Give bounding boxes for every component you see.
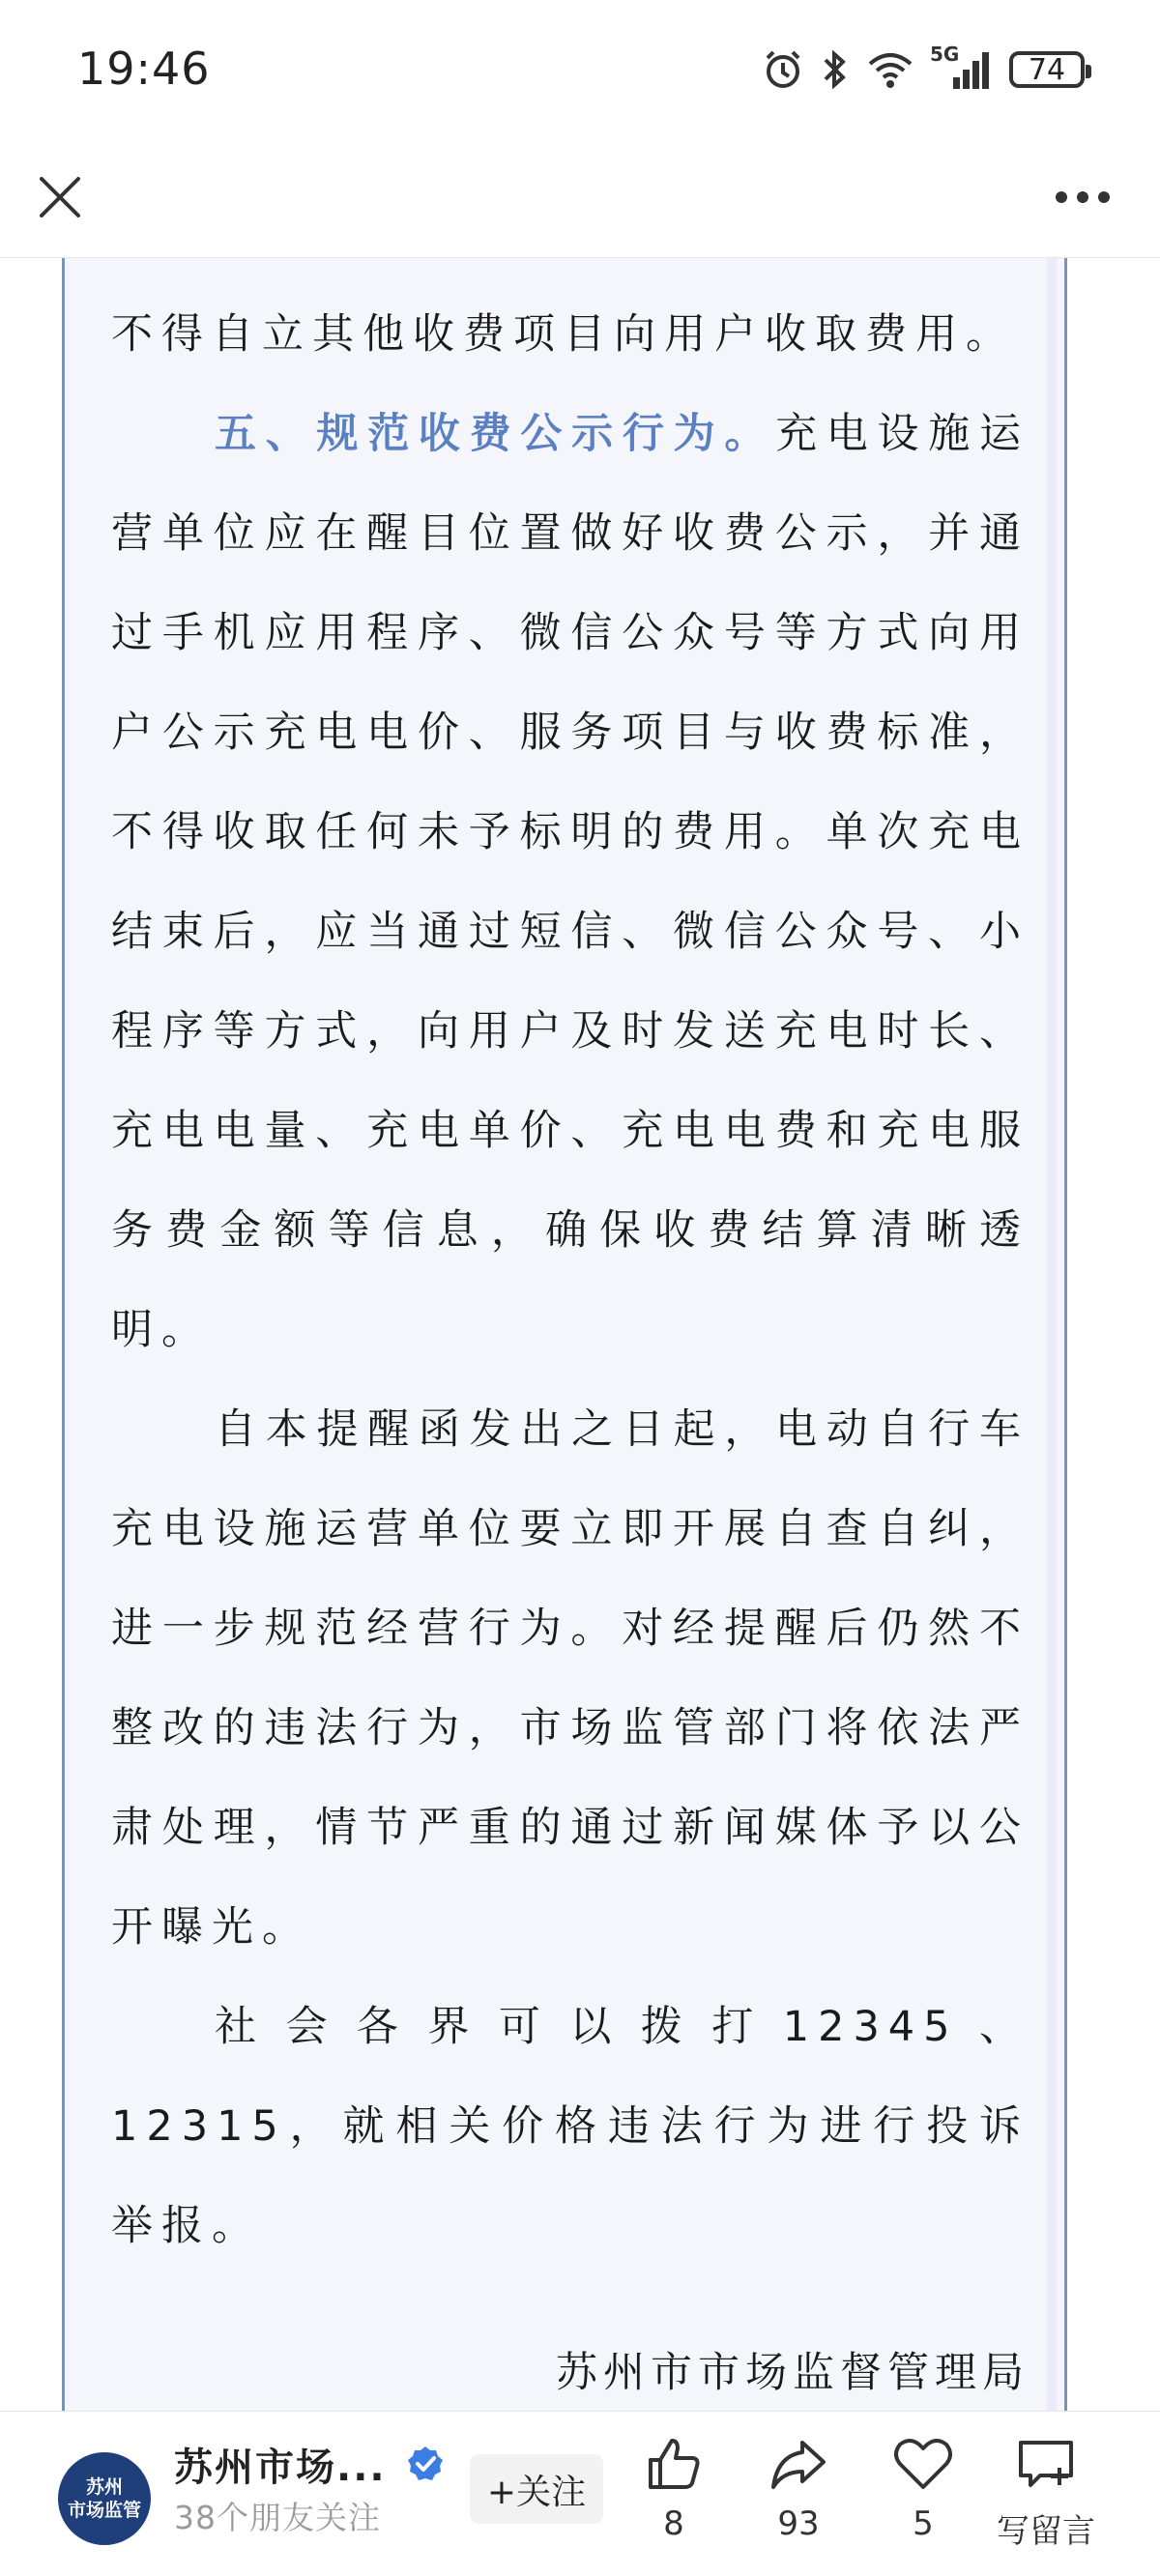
status-time: 19:46 xyxy=(77,43,211,95)
more-icon xyxy=(1054,190,1112,204)
signal-icon xyxy=(930,43,994,91)
signature: 苏州市市场监督管理局 xyxy=(556,2349,1030,2397)
like-count: 8 xyxy=(663,2504,684,2543)
more-button[interactable] xyxy=(1044,166,1121,228)
status-icons xyxy=(762,44,1085,95)
paragraph-hotline: 社会各界可以拨打12345、12315，就相关价格违法行为进行投诉举报。 xyxy=(111,2003,1030,2250)
section-heading: 五、规范收费公示行为。 xyxy=(215,410,776,458)
favorite-count: 5 xyxy=(913,2504,934,2543)
close-icon xyxy=(38,175,82,219)
share-icon xyxy=(768,2433,829,2495)
bluetooth-icon xyxy=(820,48,851,91)
heart-icon xyxy=(892,2433,954,2495)
bottom-bar xyxy=(0,2411,1160,2576)
paragraph-4-end: 不得自立其他收费项目向用户收取费用。 xyxy=(111,310,1016,359)
alarm-icon xyxy=(762,48,804,91)
share-button[interactable] xyxy=(745,2433,852,2543)
article-frame xyxy=(62,257,1067,2411)
top-nav xyxy=(0,145,1160,258)
wifi-icon xyxy=(866,48,914,91)
network-type: 5G xyxy=(930,43,960,66)
followers-count: 38个朋友关注 xyxy=(174,2499,381,2536)
thumbs-up-icon xyxy=(643,2433,705,2495)
close-button[interactable] xyxy=(29,166,91,228)
article-body xyxy=(111,186,1030,2500)
battery-icon xyxy=(1009,51,1085,88)
avatar-text-line2: 市场监管 xyxy=(67,2500,141,2521)
like-button[interactable] xyxy=(621,2433,727,2543)
paragraph-reminder: 自本提醒函发出之日起，电动自行车充电设施运营单位要立即开展自查自纠，进一步规范经营行为。对经提醒后仍然不整改的违法行为，市场监管部门将依法严肃处理，情节严重的通过新闻媒体予以公开曝光。 xyxy=(111,1405,1030,1952)
comment-label: 写留言 xyxy=(997,2512,1095,2551)
comment-button[interactable] xyxy=(993,2433,1099,2552)
comment-icon xyxy=(1015,2433,1077,2495)
status-bar xyxy=(0,0,1160,145)
favorite-button[interactable] xyxy=(870,2433,976,2543)
account-name[interactable]: 苏州市场... xyxy=(174,2446,387,2490)
battery-level: 74 xyxy=(1028,52,1066,87)
follow-button[interactable]: +关注 xyxy=(470,2454,603,2524)
avatar[interactable] xyxy=(58,2452,151,2545)
verified-icon xyxy=(406,2445,445,2483)
avatar-text-line1: 苏州 xyxy=(85,2476,123,2498)
share-count: 93 xyxy=(777,2504,820,2543)
section-text: 充电设施运营单位应在醒目位置做好收费公示，并通过手机应用程序、微信公众号等方式向用户公示充电电价、服务项目与收费标准，不得收取任何未予标明的费用。单次充电结束后，应当通过短信、微信公众号、小程序等方式，向用户及时发送充电时长、充电电量、充电单价、充电电费和充电服务费金额等信息，确保收费结算清晰透明。 xyxy=(111,410,1030,1354)
paragraph-5 xyxy=(111,385,1030,1380)
